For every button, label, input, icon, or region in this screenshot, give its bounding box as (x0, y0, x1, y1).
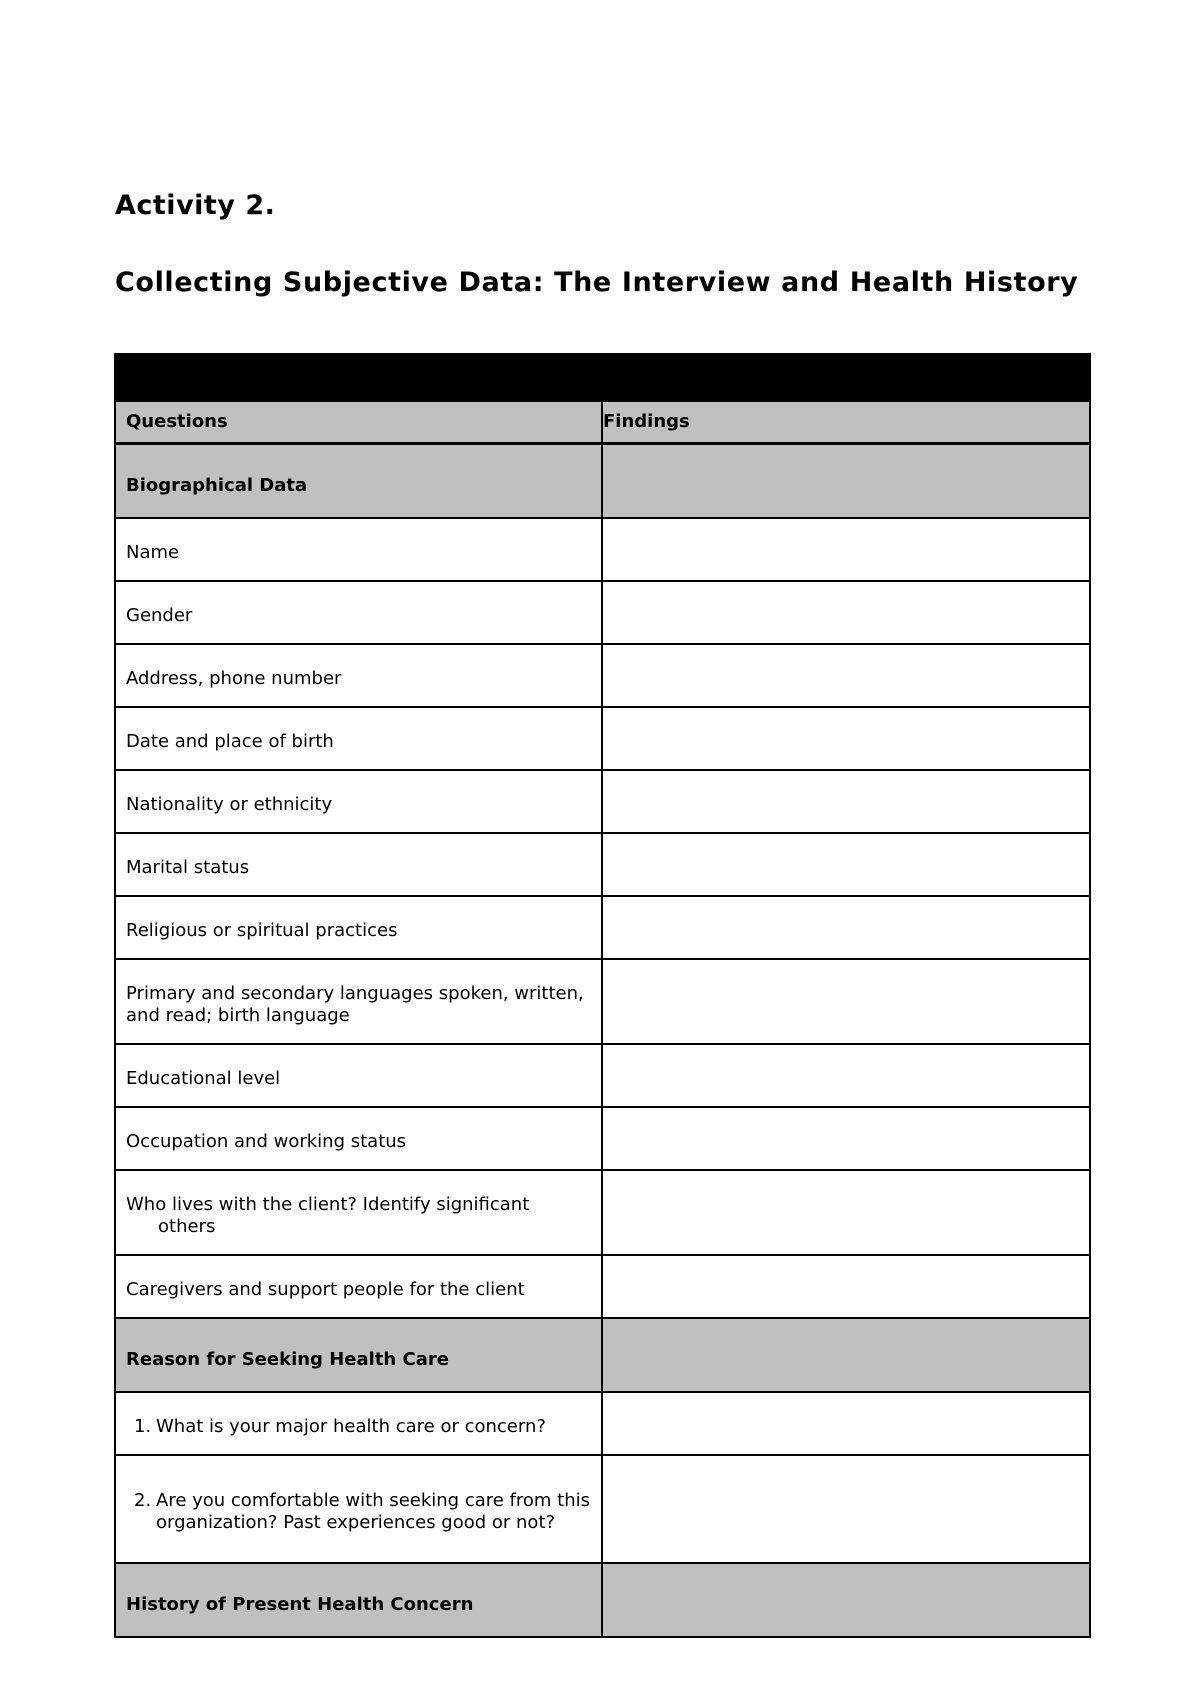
section-row-history-present-concern (115, 1563, 1090, 1637)
table-row (115, 707, 1090, 770)
findings-input-gender[interactable] (602, 581, 1090, 644)
table-row (115, 518, 1090, 581)
table-row (115, 581, 1090, 644)
table-row (115, 1044, 1090, 1107)
table-row (115, 1455, 1090, 1563)
table-top-bar (115, 354, 1090, 401)
question-major-concern: What is your major health care or concern? (156, 1415, 546, 1437)
findings-input-comfortable[interactable] (602, 1455, 1090, 1563)
question-education: Educational level (115, 1044, 602, 1107)
numbered-question (126, 1490, 591, 1534)
findings-input-marital-status[interactable] (602, 833, 1090, 896)
section-row-biographical-data (115, 444, 1090, 519)
question-caregivers: Caregivers and support people for the client (115, 1255, 602, 1318)
section-title: Biographical Data (115, 444, 602, 519)
activity-title: Activity 2. (115, 190, 276, 221)
question-gender: Gender (115, 581, 602, 644)
section-title: Reason for Seeking Health Care (115, 1318, 602, 1392)
question-comfortable: Are you comfortable with seeking care from this organization? Past experiences good or not? (156, 1490, 591, 1533)
question-major-concern-cell (115, 1392, 602, 1455)
findings-input-birth[interactable] (602, 707, 1090, 770)
question-languages: Primary and secondary languages spoken, written, and read; birth language (115, 959, 602, 1044)
question-nationality: Nationality or ethnicity (115, 770, 602, 833)
section-title: History of Present Health Concern (115, 1563, 602, 1637)
table-header-row (115, 401, 1090, 444)
question-birth: Date and place of birth (115, 707, 602, 770)
table-row (115, 959, 1090, 1044)
findings-input-religious[interactable] (602, 896, 1090, 959)
table-row (115, 770, 1090, 833)
health-history-table (114, 353, 1091, 1638)
findings-input-major-concern[interactable] (602, 1392, 1090, 1455)
question-occupation: Occupation and working status (115, 1107, 602, 1170)
section-findings-cell (602, 444, 1090, 519)
table-row (115, 1392, 1090, 1455)
question-number: 2. (134, 1490, 152, 1511)
question-number: 1. (134, 1415, 152, 1437)
table-row (115, 1255, 1090, 1318)
question-comfortable-cell (115, 1455, 602, 1563)
section-row-reason-for-care (115, 1318, 1090, 1392)
section-findings-cell (602, 1563, 1090, 1637)
findings-input-nationality[interactable] (602, 770, 1090, 833)
question-name: Name (115, 518, 602, 581)
question-lives-with: Who lives with the client? Identify significant others (126, 1193, 530, 1237)
document-subtitle: Collecting Subjective Data: The Interview and Health History (115, 267, 1079, 298)
table-row (115, 833, 1090, 896)
findings-input-caregivers[interactable] (602, 1255, 1090, 1318)
numbered-question (126, 1416, 591, 1438)
question-marital-status: Marital status (115, 833, 602, 896)
findings-input-languages[interactable] (602, 959, 1090, 1044)
findings-input-address[interactable] (602, 644, 1090, 707)
section-findings-cell (602, 1318, 1090, 1392)
findings-input-name[interactable] (602, 518, 1090, 581)
table-row (115, 1170, 1090, 1255)
table-row (115, 896, 1090, 959)
question-religious: Religious or spiritual practices (115, 896, 602, 959)
question-lives-with-cell (115, 1170, 602, 1255)
findings-column-header: Findings (602, 401, 1090, 444)
findings-input-education[interactable] (602, 1044, 1090, 1107)
table-top-bar-cell (115, 354, 1090, 401)
question-address: Address, phone number (115, 644, 602, 707)
findings-input-lives-with[interactable] (602, 1170, 1090, 1255)
table-row (115, 644, 1090, 707)
questions-column-header: Questions (115, 401, 602, 444)
table-row (115, 1107, 1090, 1170)
findings-input-occupation[interactable] (602, 1107, 1090, 1170)
